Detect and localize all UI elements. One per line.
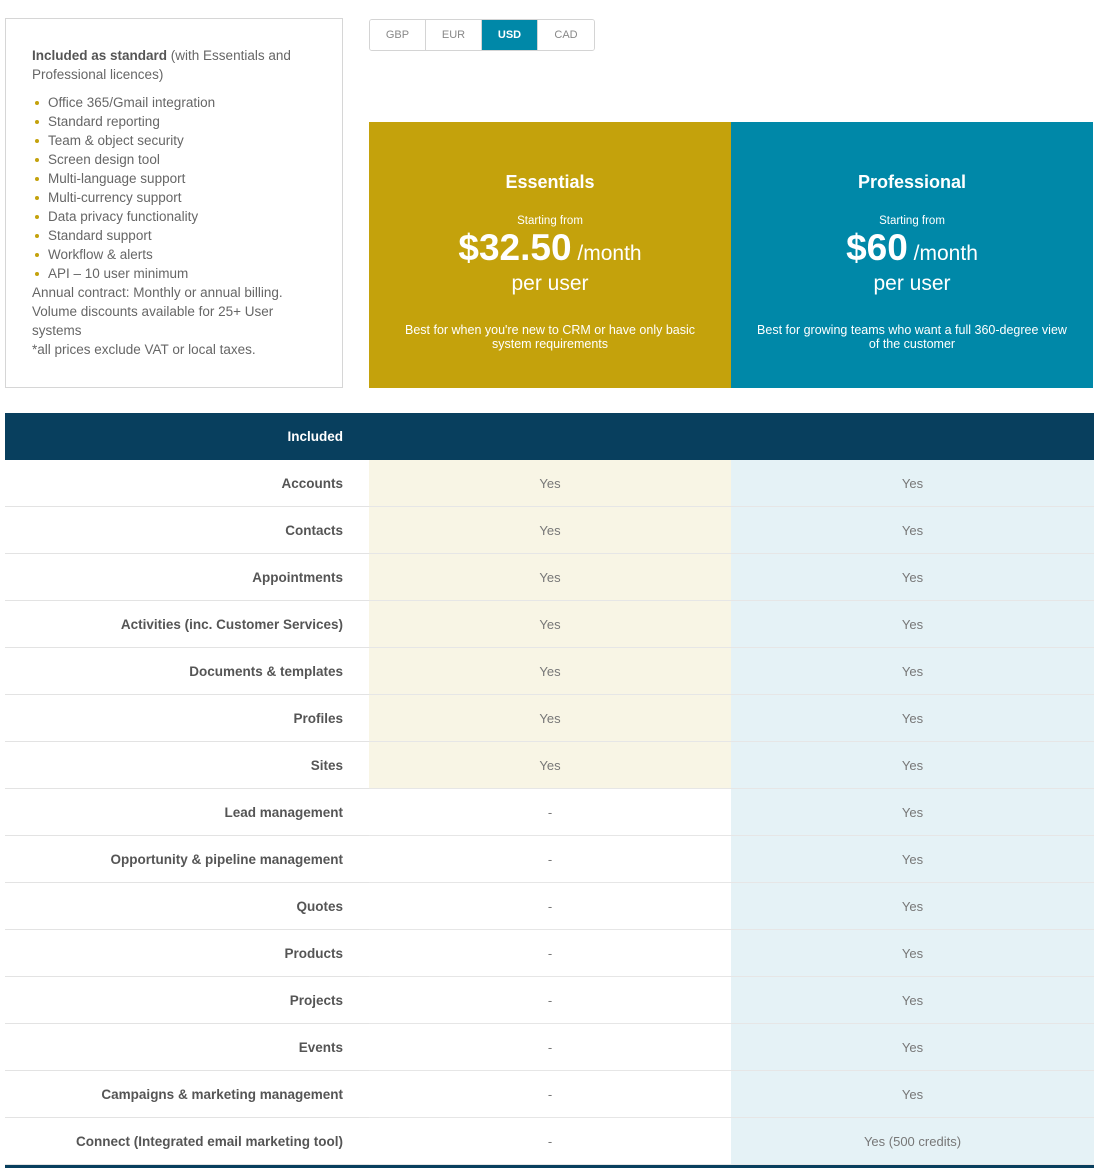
table-row [5,1118,1094,1165]
essentials-cell: - [369,1024,731,1071]
table-row [5,930,1094,977]
table-row [5,460,1094,507]
professional-cell: Yes (500 credits) [731,1118,1094,1165]
plan-amount: $60 [846,227,908,268]
feature-label: Opportunity & pipeline management [5,836,369,883]
feature-label: Appointments [5,554,369,601]
essentials-cell: Yes [369,695,731,742]
included-feature-item: Screen design tool [48,150,316,169]
feature-label: Connect (Integrated email marketing tool) [5,1118,369,1165]
plan-description: Best for growing teams who want a full 360-degree view of the customer [757,323,1067,351]
table-row [5,507,1094,554]
plan-description: Best for when you're new to CRM or have only basic system requirements [404,323,696,351]
included-feature-item: API – 10 user minimum [48,264,316,283]
included-standard-panel [5,18,343,388]
table-row [5,742,1094,789]
feature-label: Activities (inc. Customer Services) [5,601,369,648]
included-feature-list [32,93,316,283]
feature-label: Quotes [5,883,369,930]
included-feature-item: Standard reporting [48,112,316,131]
plan-starting-label: Starting from [517,215,583,227]
essentials-cell: Yes [369,648,731,695]
essentials-cell: Yes [369,460,731,507]
essentials-cell: Yes [369,507,731,554]
plan-per-user: per user [511,272,589,295]
essentials-cell: Yes [369,601,731,648]
included-footer-line: *all prices exclude VAT or local taxes. [32,342,256,357]
included-feature-item: Multi-language support [48,169,316,188]
essentials-cell: - [369,883,731,930]
professional-cell: Yes [731,742,1094,789]
professional-cell: Yes [731,1024,1094,1071]
plan-name: Essentials [505,172,595,192]
table-row [5,695,1094,742]
included-footer-notes [32,283,316,359]
plan-card-essentials [369,122,731,388]
table-row [5,554,1094,601]
table-header-label: Included [287,429,343,444]
plan-starting-label: Starting from [879,215,945,227]
essentials-cell: - [369,789,731,836]
feature-label: Campaigns & marketing management [5,1071,369,1118]
currency-button-eur[interactable]: EUR [426,20,482,50]
essentials-cell: - [369,977,731,1024]
essentials-cell: - [369,930,731,977]
included-feature-item: Standard support [48,226,316,245]
table-header [5,413,1094,460]
included-feature-item: Multi-currency support [48,188,316,207]
table-row [5,977,1094,1024]
feature-label: Accounts [5,460,369,507]
professional-cell: Yes [731,930,1094,977]
feature-label: Profiles [5,695,369,742]
table-row [5,883,1094,930]
currency-selector [369,19,595,51]
included-footer-line: Annual contract: Monthly or annual billing. [32,285,283,300]
included-footer-line: Volume discounts available for 25+ User systems [32,304,274,338]
table-row [5,648,1094,695]
table-row [5,1024,1094,1071]
table-row [5,1071,1094,1118]
included-intro-bold: Included as standard [32,48,168,63]
professional-cell: Yes [731,601,1094,648]
feature-label: Lead management [5,789,369,836]
professional-cell: Yes [731,507,1094,554]
plan-period: /month [571,242,642,265]
plan-card-professional [731,122,1093,388]
feature-label: Sites [5,742,369,789]
professional-cell: Yes [731,883,1094,930]
feature-label: Projects [5,977,369,1024]
included-feature-item: Team & object security [48,131,316,150]
essentials-cell: - [369,1071,731,1118]
feature-label: Products [5,930,369,977]
table-row [5,601,1094,648]
currency-button-gbp[interactable]: GBP [370,20,426,50]
plan-per-user: per user [873,272,951,295]
feature-label: Events [5,1024,369,1071]
currency-button-cad[interactable]: CAD [538,20,594,50]
table-row [5,836,1094,883]
included-feature-item: Office 365/Gmail integration [48,93,316,112]
professional-cell: Yes [731,977,1094,1024]
professional-cell: Yes [731,836,1094,883]
included-feature-item: Data privacy functionality [48,207,316,226]
table-body [5,460,1094,1165]
plan-name: Professional [857,172,967,192]
included-intro-rest: (with Essentials and Professional licences) [32,48,291,82]
professional-cell: Yes [731,789,1094,836]
currency-button-usd[interactable]: USD [482,20,538,50]
professional-cell: Yes [731,460,1094,507]
feature-label: Contacts [5,507,369,554]
included-feature-item: Workflow & alerts [48,245,316,264]
plan-period: /month [907,242,978,265]
essentials-cell: - [369,836,731,883]
essentials-cell: - [369,1118,731,1165]
professional-cell: Yes [731,1071,1094,1118]
feature-label: Documents & templates [5,648,369,695]
plan-price [369,228,731,276]
essentials-cell: Yes [369,554,731,601]
feature-comparison-table [5,413,1094,1168]
essentials-cell: Yes [369,742,731,789]
plan-price [731,228,1093,276]
table-row [5,789,1094,836]
included-intro [32,46,316,84]
professional-cell: Yes [731,648,1094,695]
professional-cell: Yes [731,554,1094,601]
professional-cell: Yes [731,695,1094,742]
plan-amount: $32.50 [458,227,572,268]
